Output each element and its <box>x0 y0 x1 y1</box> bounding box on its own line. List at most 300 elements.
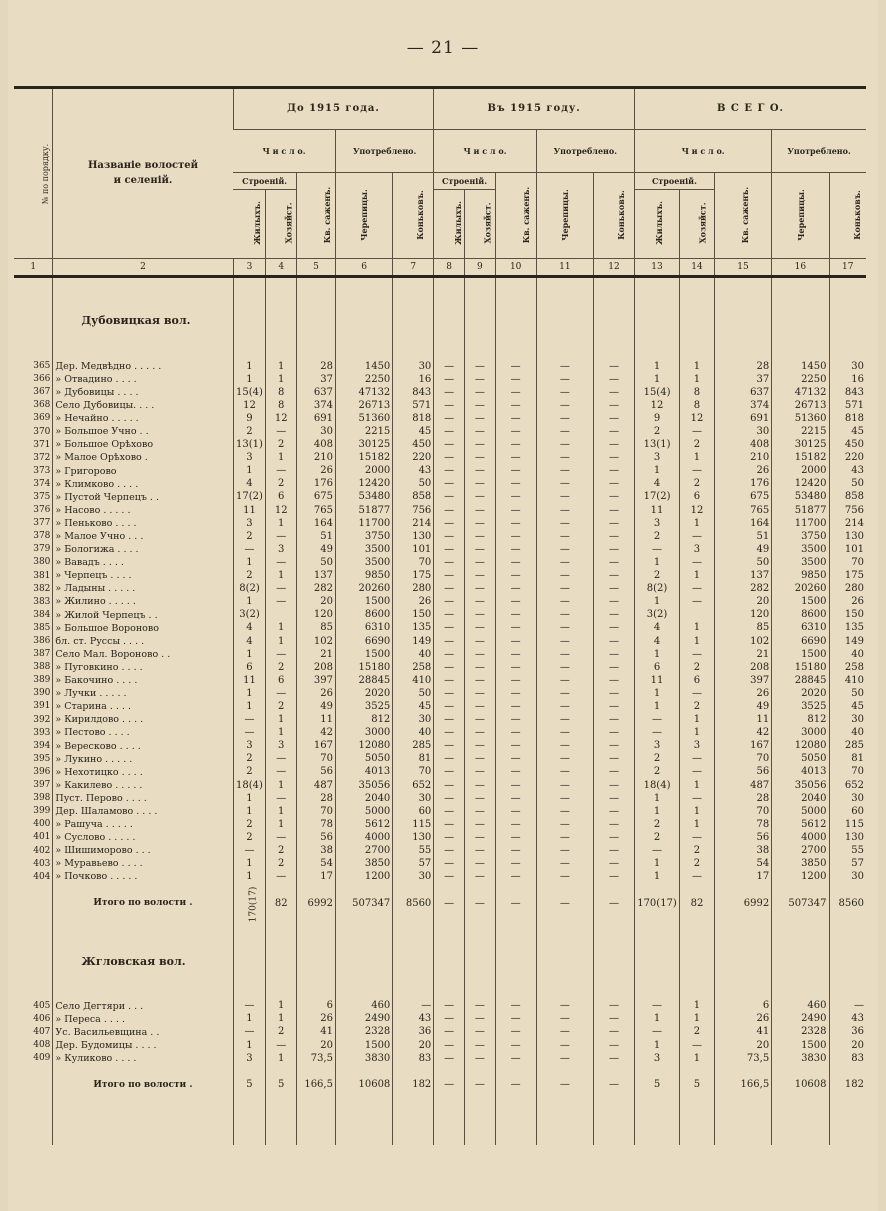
settlement-name: Дер. Медвѣдно . . . . . <box>53 360 233 373</box>
cherepitsy-header: Черепицы. <box>536 173 593 259</box>
total-value-cell: 42 <box>714 727 771 740</box>
value-cell: 220 <box>393 452 434 465</box>
column-number: 16 <box>772 259 829 277</box>
total-value-cell: — <box>635 1000 680 1013</box>
total-value-cell: 3 <box>680 543 715 556</box>
value-cell: 258 <box>393 661 434 674</box>
spacer-cell <box>335 1105 392 1145</box>
dash-cell: — <box>434 844 465 857</box>
total-value-cell: — <box>680 648 715 661</box>
table-row <box>14 818 866 831</box>
settlement-name: » Старина . . . . <box>53 700 233 713</box>
value-cell: 4 <box>233 635 266 648</box>
spacer-cell <box>536 942 593 982</box>
total-value-cell: 28 <box>714 360 771 373</box>
settlement-name: » Суслово . . . . . <box>53 831 233 844</box>
spacer-cell <box>772 942 829 982</box>
dash-cell: — <box>593 583 634 596</box>
dash-cell: — <box>593 700 634 713</box>
settlement-name: » Дубовицы . . . . <box>53 386 233 399</box>
total-value-cell: 26 <box>829 596 866 609</box>
dash-cell: — <box>495 609 536 622</box>
dash-cell: — <box>536 674 593 687</box>
dash-cell: — <box>495 766 536 779</box>
spacer-cell <box>495 924 536 942</box>
total-value-cell: 3850 <box>772 858 829 871</box>
value-cell: 450 <box>393 439 434 452</box>
value-cell: 115 <box>393 818 434 831</box>
spacer-cell <box>233 924 266 942</box>
total-value-cell: 2 <box>635 753 680 766</box>
total-value-text: 170(17) <box>247 886 258 923</box>
value-cell: 3 <box>233 1052 266 1065</box>
value-cell: 30 <box>297 425 336 438</box>
total-value-cell: 1 <box>635 700 680 713</box>
upotrebleno-header: Употреблено. <box>335 130 433 173</box>
total-value-cell: 6690 <box>772 635 829 648</box>
total-value-cell: 1450 <box>772 360 829 373</box>
dash-cell: — <box>593 844 634 857</box>
spacer-cell <box>233 300 266 340</box>
dash-cell: — <box>593 1052 634 1065</box>
total-value-cell: 137 <box>714 570 771 583</box>
value-cell: 11 <box>233 674 266 687</box>
dash-cell: — <box>434 465 465 478</box>
total-value-cell: 2 <box>635 766 680 779</box>
dash-cell: — <box>593 556 634 569</box>
table-row <box>14 727 866 740</box>
document-page <box>8 0 878 1211</box>
dash-cell: — <box>434 452 465 465</box>
value-cell: 2 <box>266 858 297 871</box>
spacer-cell <box>635 1105 680 1145</box>
dash-cell: — <box>495 792 536 805</box>
row-number: 386 <box>33 636 51 647</box>
value-cell: 56 <box>297 831 336 844</box>
value-cell: 1500 <box>335 1039 392 1052</box>
spacer-cell <box>335 300 392 340</box>
total-value-cell: 4013 <box>772 766 829 779</box>
total-value-cell: 130 <box>829 530 866 543</box>
total-value-cell: 4 <box>635 635 680 648</box>
settlement-name: » Нечайно . . . . . <box>53 412 233 425</box>
value-cell: 3750 <box>335 530 392 543</box>
total-value-cell: 6 <box>680 491 715 504</box>
dash-cell: — <box>495 648 536 661</box>
total-value-cell: 3750 <box>772 530 829 543</box>
total-value-cell: 1 <box>680 805 715 818</box>
total-value: 10608 <box>335 1065 392 1105</box>
column-number: 13 <box>635 259 680 277</box>
dash-cell: — <box>593 805 634 818</box>
dash-cell: — <box>536 766 593 779</box>
zhilykh-header: Жилыхъ. <box>233 190 266 259</box>
stroeniy-header: Строеній. <box>233 173 296 190</box>
spacer-cell <box>465 300 496 340</box>
total-value-cell: 397 <box>714 674 771 687</box>
value-cell: 637 <box>297 386 336 399</box>
total-value-cell: — <box>680 753 715 766</box>
value-cell: 49 <box>297 700 336 713</box>
total-value-cell: — <box>680 1039 715 1052</box>
total-value-cell: 2040 <box>772 792 829 805</box>
spacer-cell <box>297 982 336 1000</box>
total-label: Итого по волости . <box>53 1065 233 1105</box>
row-number: 365 <box>33 361 51 372</box>
dash-cell: — <box>434 818 465 831</box>
table-row <box>14 478 866 491</box>
total-value-cell: 1 <box>635 360 680 373</box>
spacer-cell <box>772 982 829 1000</box>
spacer-cell <box>536 340 593 360</box>
total-value: 5 <box>266 1065 297 1105</box>
total-value-cell: 4 <box>635 478 680 491</box>
value-cell: — <box>233 727 266 740</box>
value-cell: 2 <box>233 530 266 543</box>
dash-cell: — <box>495 504 536 517</box>
value-cell: 3 <box>233 740 266 753</box>
grand-total-value: 5 <box>680 1065 715 1105</box>
grand-total-value: 10608 <box>772 1065 829 1105</box>
value-cell: 1 <box>266 360 297 373</box>
value-cell: 150 <box>393 609 434 622</box>
value-cell: 26 <box>297 465 336 478</box>
dash-cell: — <box>536 596 593 609</box>
dash-cell: — <box>434 360 465 373</box>
value-cell: 175 <box>393 570 434 583</box>
settlement-name: » Жилой Черпецъ . . <box>53 609 233 622</box>
value-cell: 410 <box>393 674 434 687</box>
table-row <box>14 609 866 622</box>
settlement-name: » Переса . . . . <box>53 1013 233 1026</box>
value-cell: 17 <box>297 871 336 884</box>
total-value-cell: — <box>635 844 680 857</box>
spacer-cell <box>680 982 715 1000</box>
spacer-cell <box>495 982 536 1000</box>
value-cell: 6310 <box>335 622 392 635</box>
table-row <box>14 1052 866 1065</box>
spacer-cell <box>714 1105 771 1145</box>
value-cell: — <box>266 766 297 779</box>
spacer-cell <box>434 982 465 1000</box>
row-number: 367 <box>33 387 51 398</box>
dash-cell: — <box>465 1052 496 1065</box>
total-value-cell: 12 <box>680 504 715 517</box>
total-value-cell: 17(2) <box>635 491 680 504</box>
total-value-cell: 5050 <box>772 753 829 766</box>
column-number: 14 <box>680 259 715 277</box>
spacer-cell <box>465 277 496 301</box>
spacer-cell <box>14 1105 53 1145</box>
total-value-cell: 149 <box>829 635 866 648</box>
dash-cell: — <box>536 858 593 871</box>
settlement-name: » Муравьево . . . . <box>53 858 233 871</box>
value-cell: 1 <box>266 727 297 740</box>
spacer-cell <box>233 340 266 360</box>
chislo-header: Ч и с л о. <box>233 130 335 173</box>
dash-cell: — <box>593 452 634 465</box>
total-value-cell: 282 <box>714 583 771 596</box>
value-cell: 210 <box>297 452 336 465</box>
spacer-cell <box>266 340 297 360</box>
spacer-cell <box>829 982 866 1000</box>
value-cell: — <box>233 1026 266 1039</box>
total-value <box>233 884 266 924</box>
dash-cell: — <box>593 1026 634 1039</box>
row-number: 376 <box>33 505 51 516</box>
value-cell: — <box>266 792 297 805</box>
table-row <box>14 871 866 884</box>
value-cell: 26 <box>297 1013 336 1026</box>
row-number: 375 <box>33 491 51 502</box>
total-value-cell: 1 <box>635 805 680 818</box>
dash-cell: — <box>465 465 496 478</box>
value-cell: 11 <box>233 504 266 517</box>
spacer-cell <box>297 300 336 340</box>
dash-cell: — <box>593 622 634 635</box>
total-value-cell: 3(2) <box>635 609 680 622</box>
value-cell: 120 <box>297 609 336 622</box>
value-cell: 1 <box>233 871 266 884</box>
value-cell: 1500 <box>335 648 392 661</box>
dash-cell: — <box>434 504 465 517</box>
value-cell: 50 <box>393 478 434 491</box>
total-value: 507347 <box>335 884 392 924</box>
total-value-cell: 51 <box>714 530 771 543</box>
value-cell: 73,5 <box>297 1052 336 1065</box>
spacer-cell <box>635 340 680 360</box>
total-value-cell: 3830 <box>772 1052 829 1065</box>
value-cell: 43 <box>393 1013 434 1026</box>
settlement-name: » Шишиморово . . . <box>53 844 233 857</box>
value-cell: 374 <box>297 399 336 412</box>
dash-cell: — <box>536 648 593 661</box>
spacer-cell <box>14 300 53 340</box>
spacer-cell <box>680 942 715 982</box>
table-row <box>14 556 866 569</box>
dash-cell: — <box>536 779 593 792</box>
total-value-cell: 1 <box>680 570 715 583</box>
dash-cell: — <box>536 609 593 622</box>
column-number: 8 <box>434 259 465 277</box>
total-value-cell: — <box>829 1000 866 1013</box>
spacer-cell <box>393 1105 434 1145</box>
dash-cell: — <box>465 425 496 438</box>
row-number: 392 <box>33 714 51 725</box>
chislo-header: Ч и с л о. <box>635 130 772 173</box>
value-cell: 2 <box>233 831 266 844</box>
row-number: 388 <box>33 662 51 673</box>
column-number: 4 <box>266 259 297 277</box>
total-value-cell: 858 <box>829 491 866 504</box>
dash-cell: — <box>536 439 593 452</box>
dash-cell: — <box>434 661 465 674</box>
dash-cell: — <box>495 465 536 478</box>
value-cell: 5612 <box>335 818 392 831</box>
value-cell: — <box>266 687 297 700</box>
total-value-cell: 30 <box>714 425 771 438</box>
cherepitsy-header: Черепицы. <box>772 173 829 259</box>
total-value-cell: 2250 <box>772 373 829 386</box>
total-value-cell: 2 <box>635 570 680 583</box>
total-value-cell: 210 <box>714 452 771 465</box>
total-value-cell: 6 <box>714 1000 771 1013</box>
dash-cell: — <box>434 1013 465 1026</box>
value-cell: — <box>266 465 297 478</box>
value-cell: 21 <box>297 648 336 661</box>
dash-cell: — <box>495 425 536 438</box>
dash-cell: — <box>434 1000 465 1013</box>
total-value-cell: 2 <box>680 858 715 871</box>
total-value-cell: 70 <box>829 556 866 569</box>
total-value-cell: 756 <box>829 504 866 517</box>
spacer-cell <box>714 942 771 982</box>
spacer-cell <box>297 942 336 982</box>
spacer-cell <box>714 300 771 340</box>
dash-cell: — <box>536 583 593 596</box>
dash-cell: — <box>434 570 465 583</box>
row-number: 389 <box>33 675 51 686</box>
dash-cell: — <box>593 412 634 425</box>
dash-cell: — <box>434 373 465 386</box>
value-cell: 487 <box>297 779 336 792</box>
table-row <box>14 1026 866 1039</box>
value-cell: 1 <box>266 818 297 831</box>
spacer-cell <box>593 924 634 942</box>
value-cell: 20 <box>297 596 336 609</box>
dash-cell: — <box>536 792 593 805</box>
dash-cell: — <box>495 570 536 583</box>
total-label: Итого по волости . <box>53 884 233 924</box>
spacer-cell <box>233 277 266 301</box>
total-value-cell: 285 <box>829 740 866 753</box>
spacer-cell <box>772 340 829 360</box>
spacer-cell <box>14 1065 53 1105</box>
dash-cell: — <box>536 831 593 844</box>
value-cell: 1 <box>266 373 297 386</box>
settlement-name: » Почково . . . . . <box>53 871 233 884</box>
spacer-cell <box>393 924 434 942</box>
value-cell: 8600 <box>335 609 392 622</box>
total-value-cell: 487 <box>714 779 771 792</box>
row-number: 397 <box>33 780 51 791</box>
row-number: 384 <box>33 609 51 620</box>
dash-cell: — <box>434 779 465 792</box>
spacer-cell <box>495 1105 536 1145</box>
value-cell: 2000 <box>335 465 392 478</box>
value-cell: 43 <box>393 465 434 478</box>
col-name-header: Названіе волостей и селеній. <box>53 88 233 259</box>
settlement-name: Село Дубовицы. . . . <box>53 399 233 412</box>
spacer-cell <box>714 924 771 942</box>
dash-cell: — <box>465 858 496 871</box>
value-cell: 60 <box>393 805 434 818</box>
total-value-cell: 45 <box>829 425 866 438</box>
dash-cell: — <box>536 753 593 766</box>
dash-cell: — <box>536 805 593 818</box>
total-row <box>14 1065 866 1105</box>
dash-cell: — <box>465 504 496 517</box>
total-value-cell: 1 <box>680 727 715 740</box>
value-cell: 15182 <box>335 452 392 465</box>
settlement-name: » Пеньково . . . . <box>53 517 233 530</box>
spacer-cell <box>536 300 593 340</box>
khozyaist-header: Хозяйст. <box>680 190 715 259</box>
total-value-cell: 167 <box>714 740 771 753</box>
total-row <box>14 884 866 924</box>
dash-cell: — <box>536 1000 593 1013</box>
value-cell: 1 <box>233 1039 266 1052</box>
table-row <box>14 583 866 596</box>
total-value-cell: 450 <box>829 439 866 452</box>
settlement-name: Пуст. Перово . . . . <box>53 792 233 805</box>
value-cell: 51 <box>297 530 336 543</box>
total-value-cell: 85 <box>714 622 771 635</box>
dash-cell: — <box>593 831 634 844</box>
row-number: 404 <box>33 871 51 882</box>
total-value-cell: 20 <box>714 1039 771 1052</box>
total-value-cell: 1 <box>635 596 680 609</box>
spacer-cell <box>772 300 829 340</box>
total-value-cell: 1 <box>635 465 680 478</box>
total-value-cell: 12080 <box>772 740 829 753</box>
total-value-cell: 2 <box>680 478 715 491</box>
dash-cell: — <box>536 530 593 543</box>
dash-cell: — <box>593 399 634 412</box>
value-cell: 3500 <box>335 556 392 569</box>
row-number: 377 <box>33 518 51 529</box>
total-value-cell: 30 <box>829 360 866 373</box>
table-row <box>14 399 866 412</box>
table-row <box>14 1000 866 1013</box>
total-value-cell: 26 <box>714 465 771 478</box>
settlement-name: Дер. Будомицы . . . . <box>53 1039 233 1052</box>
value-cell: 397 <box>297 674 336 687</box>
total-value: 5 <box>233 1065 266 1105</box>
table-row <box>14 543 866 556</box>
row-number: 400 <box>33 819 51 830</box>
settlement-name: » Малое Орѣхово . <box>53 452 233 465</box>
total-value-cell: 637 <box>714 386 771 399</box>
total-value-cell: 51877 <box>772 504 829 517</box>
value-cell: 2 <box>266 439 297 452</box>
dash-cell: — <box>495 1039 536 1052</box>
settlement-name: » Вересково . . . . <box>53 740 233 753</box>
value-cell: 858 <box>393 491 434 504</box>
value-cell: 164 <box>297 517 336 530</box>
value-cell: 36 <box>393 1026 434 1039</box>
dash-cell: — <box>465 556 496 569</box>
total-value-cell: 81 <box>829 753 866 766</box>
dash-cell: — <box>495 858 536 871</box>
total-value: 182 <box>393 1065 434 1105</box>
total-value-cell: 1 <box>680 1052 715 1065</box>
settlement-name: Дер. Шаламово . . . . <box>53 805 233 818</box>
value-cell: — <box>266 596 297 609</box>
total-value-cell: 2 <box>635 425 680 438</box>
dash-cell: — <box>465 543 496 556</box>
table-row <box>14 412 866 425</box>
dash-cell: — <box>593 779 634 792</box>
value-cell: 8(2) <box>233 583 266 596</box>
dash-cell: — <box>593 687 634 700</box>
dash-cell: — <box>536 818 593 831</box>
total-value-cell: 16 <box>829 373 866 386</box>
value-cell: 4000 <box>335 831 392 844</box>
dash-cell: — <box>536 622 593 635</box>
dash-cell: — <box>495 622 536 635</box>
total-value-cell: 2490 <box>772 1013 829 1026</box>
